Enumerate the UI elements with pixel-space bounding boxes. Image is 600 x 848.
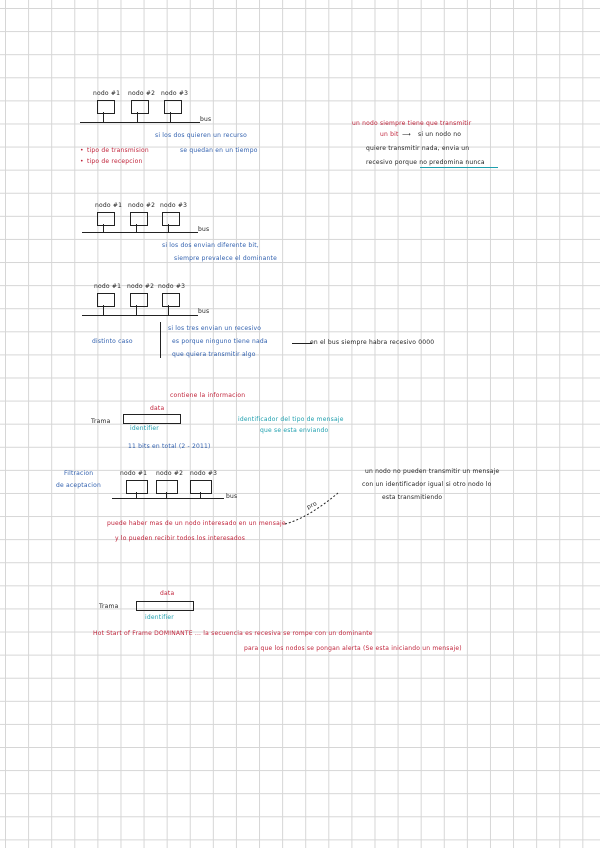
right-note-line4: recesivo porque no predomina nunca — [366, 159, 485, 166]
wire-1 — [103, 305, 104, 315]
node-box-3 — [162, 212, 180, 226]
node-box-2 — [131, 100, 149, 114]
data-label-6: data — [160, 590, 175, 597]
bus-label-1: bus — [200, 116, 212, 123]
identifier-note-b: que se esta enviando — [260, 427, 329, 434]
frame-bits-box-6 — [136, 601, 194, 611]
note-blue-2a: si los dos envian diferente bit, — [162, 242, 259, 249]
wire-2 — [137, 112, 138, 122]
right-note-5c: esta transmitiendo — [382, 494, 443, 501]
wire-3 — [168, 305, 169, 315]
node-label-3: nodo #3 — [161, 90, 189, 97]
wire-1 — [103, 224, 104, 232]
node-box-3 — [164, 100, 182, 114]
note-blue-1b: se quedan en un tiempo — [180, 147, 258, 154]
node-label-1: nodo #1 — [94, 283, 122, 290]
bus-label-5: bus — [226, 493, 238, 500]
red-note-6b: para que los nodos se pongan alerta (Se esta iniciando un mensaje) — [244, 645, 462, 652]
data-label: data — [150, 405, 165, 412]
frame-bits-box — [123, 414, 181, 424]
filter-label-b: de aceptacion — [56, 482, 101, 489]
node-label-1: nodo #1 — [93, 90, 121, 97]
node-label-2: nodo #2 — [128, 90, 156, 97]
red-note-6a: Hot Start of Frame DOMINANTE ... la secuencia es recesiva se rompe con un dominante — [93, 630, 373, 637]
arrow-note-3: en el bus siempre habra recesivo 0000 — [310, 339, 435, 346]
wire-3 — [168, 224, 169, 232]
distinct-case-label: distinto caso — [92, 338, 133, 345]
right-note-5b: con un identificador igual si otro nodo lo — [362, 481, 492, 488]
identifier-label-6: identifier — [145, 614, 174, 621]
node-box-2 — [156, 480, 178, 494]
node-box-1 — [97, 293, 115, 307]
identifier-label: identifier — [130, 425, 159, 432]
node-label-2: nodo #2 — [156, 470, 184, 477]
note-blue-1a: si los dos quieren un recurso — [155, 132, 247, 139]
note-blue-3b: es porque ninguno tiene nada — [172, 338, 268, 345]
bus-line-5 — [112, 498, 224, 499]
node-box-1 — [97, 212, 115, 226]
bus-label-2: bus — [198, 226, 210, 233]
node-box-1 — [126, 480, 148, 494]
bus-line-2 — [82, 232, 198, 233]
bullet-dot-2: • — [80, 158, 84, 165]
node-box-2 — [130, 212, 148, 226]
red-note-5a: puede haber mas de un nodo interesado en un mensaje — [107, 520, 286, 527]
right-note-line1: un nodo siempre tiene que transmitir — [352, 120, 472, 127]
node-label-1: nodo #1 — [120, 470, 148, 477]
wire-1 — [103, 112, 104, 122]
wire-3 — [170, 112, 171, 122]
bullet-dot-1: • — [80, 147, 84, 154]
frame-label: Trama — [91, 418, 111, 425]
wire-2 — [136, 305, 137, 315]
node-label-1: nodo #1 — [95, 202, 123, 209]
bus-line-3 — [82, 315, 198, 316]
note-blue-2b: siempre prevalece el dominante — [174, 255, 277, 262]
wire-2 — [136, 224, 137, 232]
red-note-5b: y lo pueden recibir todos los interesados — [115, 535, 246, 542]
bullet-text-2: tipo de recepcion — [87, 158, 143, 165]
curve-label: pro — [305, 500, 319, 511]
identifier-note-a: identificador del tipo de mensaje — [238, 416, 344, 423]
right-note-line2b: si un nodo no — [418, 131, 462, 138]
node-box-2 — [130, 293, 148, 307]
node-label-3: nodo #3 — [160, 202, 188, 209]
node-label-3: nodo #3 — [190, 470, 218, 477]
node-box-3 — [190, 480, 212, 494]
node-box-1 — [97, 100, 115, 114]
brace — [160, 322, 161, 358]
note-blue-3a: si los tres envian un recesivo — [168, 325, 262, 332]
node-box-3 — [162, 293, 180, 307]
node-label-3: nodo #3 — [158, 283, 186, 290]
frame-label-6: Trama — [99, 603, 119, 610]
right-note-line3: quiere transmitir nada, envia un — [366, 145, 470, 152]
note-blue-3c: que quiera transmitir algo — [172, 351, 256, 358]
filter-label-a: Filtracion — [64, 470, 94, 477]
right-note-5a: un nodo no pueden transmitir un mensaje — [365, 468, 500, 475]
right-note-line2: un bit — [380, 131, 399, 138]
bits-note: 11 bits en total (2 - 2011) — [128, 443, 211, 450]
arrow-line-3 — [292, 343, 312, 344]
right-note-arrow: ⟶ — [402, 131, 411, 138]
bus-line-1 — [80, 122, 200, 123]
bullet-text-1: tipo de transmision — [87, 147, 149, 154]
node-label-2: nodo #2 — [128, 202, 156, 209]
right-note-underline — [420, 167, 498, 168]
info-note: contiene la informacion — [170, 392, 246, 399]
node-label-2: nodo #2 — [127, 283, 155, 290]
bus-label-3: bus — [198, 308, 210, 315]
